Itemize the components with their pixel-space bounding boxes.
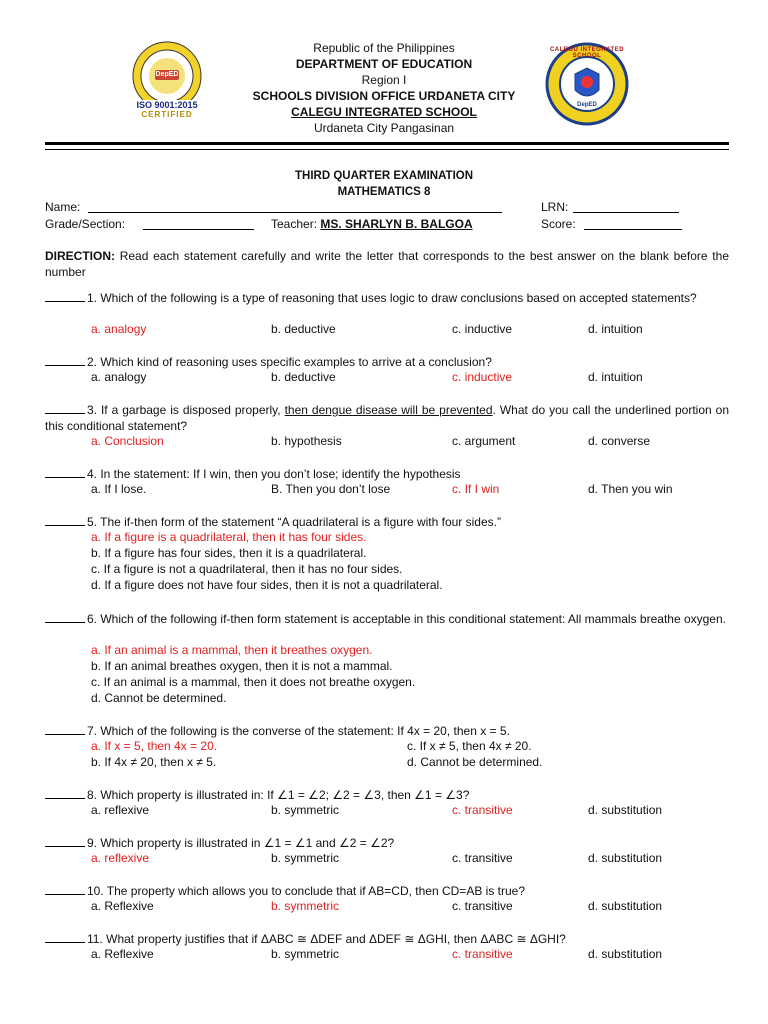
q8-option-a: a. reflexive xyxy=(91,803,150,817)
q1-option-c: c. inductive xyxy=(452,322,513,336)
answer-blank[interactable] xyxy=(45,786,85,799)
q3-option-a: a. Conclusion xyxy=(91,434,164,448)
q7-option-a: a. If x = 5, then 4x = 20. xyxy=(91,739,218,753)
answer-blank[interactable] xyxy=(45,610,85,623)
q3-option-d: d. converse xyxy=(588,434,651,448)
q2-option-a: a. analogy xyxy=(91,370,147,384)
q1-option-d: d. intuition xyxy=(588,322,643,336)
q4-option-d: d. Then you win xyxy=(588,482,673,496)
school-line: CALEGU INTEGRATED SCHOOL xyxy=(291,105,477,119)
answer-blank[interactable] xyxy=(45,513,85,526)
answer-blank[interactable] xyxy=(45,401,85,414)
question-9: 9. Which property is illustrated in ∠1 = ∠1 and ∠2 = ∠2? xyxy=(45,834,729,851)
answer-blank[interactable] xyxy=(45,465,85,478)
score-field[interactable] xyxy=(584,229,682,230)
question-3: 3. If a garbage is disposed properly, then dengue disease will be prevented. What do you call the underlined portion on this conditional statement? xyxy=(45,403,729,433)
question-7: 7. Which of the following is the converse of the statement: If 4x = 20, then x = 5. xyxy=(45,722,729,739)
lrn-label: LRN: xyxy=(541,200,569,214)
q2-option-b: b. deductive xyxy=(271,370,336,384)
direction xyxy=(45,248,729,280)
answer-blank[interactable] xyxy=(45,722,85,735)
department-line: DEPARTMENT OF EDUCATION xyxy=(295,57,473,71)
city-line: Urdaneta City Pangasinan xyxy=(313,121,455,135)
q2-option-c: c. inductive xyxy=(452,370,513,384)
q11-option-b: b. symmetric xyxy=(271,947,340,961)
q9-option-b: b. symmetric xyxy=(271,851,340,865)
q8-option-b: b. symmetric xyxy=(271,803,340,817)
answer-blank[interactable] xyxy=(45,834,85,847)
q6-option-a: a. If an animal is a mammal, then it breathes oxygen. xyxy=(91,643,373,657)
q10-option-a: a. Reflexive xyxy=(91,899,154,913)
header-rule-thin xyxy=(45,149,729,150)
q3-option-b: b. hypothesis xyxy=(271,434,342,448)
q10-option-d: d. substitution xyxy=(588,899,663,913)
q11-option-d: d. substitution xyxy=(588,947,663,961)
q6-option-c: c. If an animal is a mammal, then it does not breathe oxygen. xyxy=(91,675,416,689)
exam-title: THIRD QUARTER EXAMINATION xyxy=(294,170,474,182)
q5-option-c: c. If a figure is not a quadrilateral, then it has no four sides. xyxy=(91,562,403,576)
q3-option-c: c. argument xyxy=(452,434,516,448)
q8-option-d: d. substitution xyxy=(588,803,663,817)
q7-option-b: b. If 4x ≠ 20, then x ≠ 5. xyxy=(91,755,217,769)
q6-option-b: b. If an animal breathes oxygen, then it is not a mammal. xyxy=(91,659,393,673)
q1-option-b: b. deductive xyxy=(271,322,336,336)
deped-mark: DepED xyxy=(155,71,179,78)
grade-field[interactable] xyxy=(143,229,254,230)
q5-option-b: b. If a figure has four sides, then it is a quadrilateral. xyxy=(91,546,367,560)
q9-option-a: a. reflexive xyxy=(91,851,150,865)
q11-option-c: c. transitive xyxy=(452,947,513,961)
q4-option-c: c. If I win xyxy=(452,482,500,496)
q7-option-d: d. Cannot be determined. xyxy=(407,755,543,769)
q7-option-c: c. If x ≠ 5, then 4x ≠ 20. xyxy=(407,739,532,753)
question-2: 2. Which kind of reasoning uses specific examples to arrive at a conclusion? xyxy=(45,353,729,370)
q11-option-a: a. Reflexive xyxy=(91,947,154,961)
seal-deped: DepED xyxy=(577,102,597,108)
exam-subject: MATHEMATICS 8 xyxy=(337,186,431,198)
question-8: 8. Which property is illustrated in: If ∠1 = ∠2; ∠2 = ∠3, then ∠1 = ∠3? xyxy=(45,786,729,803)
name-label: Name: xyxy=(45,200,81,214)
q6-option-d: d. Cannot be determined. xyxy=(91,691,227,705)
division-line: SCHOOLS DIVISION OFFICE URDANETA CITY xyxy=(252,89,516,103)
q9-option-c: c. transitive xyxy=(452,851,513,865)
q4-option-a: a. If I lose. xyxy=(91,482,147,496)
answer-blank[interactable] xyxy=(45,353,85,366)
q1-option-a: a. analogy xyxy=(91,322,147,336)
q5-option-a: a. If a figure is a quadrilateral, then it has four sides. xyxy=(91,530,367,544)
score-label: Score: xyxy=(541,217,576,231)
question-10: 10. The property which allows you to conclude that if AB=CD, then CD=AB is true? xyxy=(45,882,729,899)
q10-option-b: b. symmetric xyxy=(271,899,340,913)
question-5: 5. The if-then form of the statement “A quadrilateral is a figure with four sides.” xyxy=(45,513,729,530)
q5-option-d: d. If a figure does not have four sides, then it is not a quadrilateral. xyxy=(91,578,443,592)
direction-label: DIRECTION: xyxy=(45,249,115,263)
question-1: 1. Which of the following is a type of reasoning that uses logic to draw conclusions based on accepted statements? xyxy=(45,289,729,306)
answer-blank[interactable] xyxy=(45,289,85,302)
certified-label: CERTIFIED xyxy=(141,110,193,119)
answer-blank[interactable] xyxy=(45,882,85,895)
lrn-field[interactable] xyxy=(573,212,679,213)
teacher-value: MS. SHARLYN B. BALGOA xyxy=(320,217,473,231)
direction-text: Read each statement carefully and write the letter that corresponds to the best answer on the blank before the number xyxy=(45,249,729,279)
question-11: 11. What property justifies that if ΔABC ≅ ΔDEF and ΔDEF ≅ ΔGHI, then ΔABC ≅ ΔGHI? xyxy=(45,930,729,947)
name-field[interactable] xyxy=(88,212,502,213)
seal-text: CALEGU INTEGRATED SCHOOL xyxy=(549,47,625,59)
q2-option-d: d. intuition xyxy=(588,370,643,384)
question-6: 6. Which of the following if-then form statement is acceptable in this conditional statement: All mammals breathe oxygen. xyxy=(45,610,729,627)
q8-option-c: c. transitive xyxy=(452,803,513,817)
grade-label: Grade/Section: xyxy=(45,217,126,231)
q9-option-d: d. substitution xyxy=(588,851,663,865)
region-line: Region I xyxy=(361,73,407,87)
header-rule-thick xyxy=(45,142,729,145)
q10-option-c: c. transitive xyxy=(452,899,513,913)
iso-label: ISO 9001:2015 xyxy=(136,100,198,110)
teacher-label: Teacher: xyxy=(271,217,318,231)
republic-line: Republic of the Philippines xyxy=(313,41,455,55)
q4-option-b: B. Then you don’t lose xyxy=(271,482,391,496)
answer-blank[interactable] xyxy=(45,930,85,943)
question-4: 4. In the statement: If I win, then you don’t lose; identify the hypothesis xyxy=(45,465,729,482)
